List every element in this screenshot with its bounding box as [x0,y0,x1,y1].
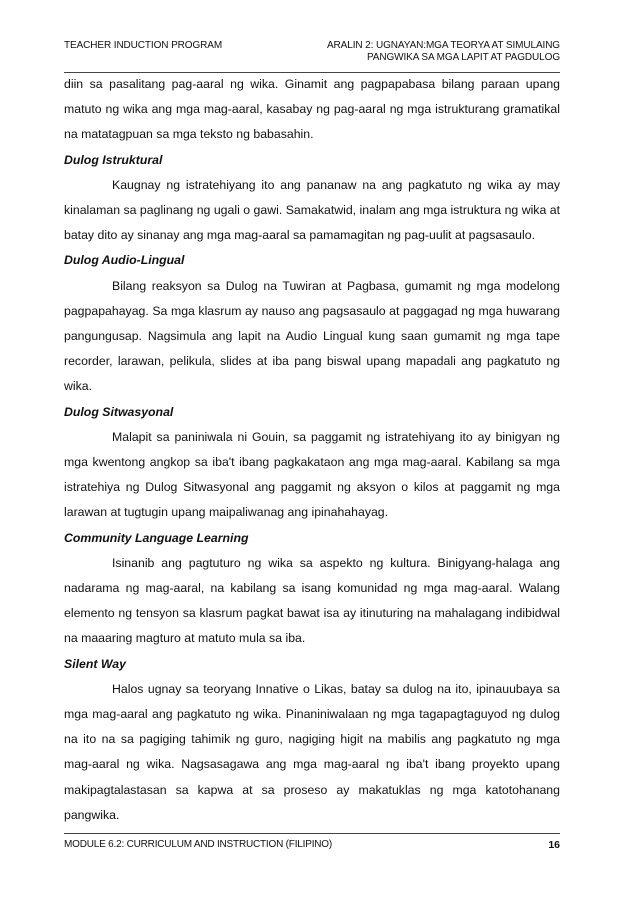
header-lesson-line1: ARALIN 2: UGNAYAN:MGA TEORYA AT SIMULAING [326,40,560,51]
header-program: TEACHER INDUCTION PROGRAM [64,40,223,51]
page-header [64,38,560,73]
section-paragraph: Isinanib ang pagtuturo ng wika sa aspekto ng kultura. Binigyang-halaga ang nadarama ng mag-aaral, na kabilang sa isang komunidad ng mga mag-aaral. Walang elemento ng tensyon sa klasrum pagkat bawat isa ay itinuturing na mahalagang indibidwal na maaaring magturo at matuto mula sa iba. [64,555,560,646]
section-paragraph: Bilang reaksyon sa Dulog na Tuwiran at Pagbasa, gumamit ng mga modelong pagpapahayag. Sa mga klasrum ay nauso ang pagsasaulo at paggagad ng mga huwarang pangungusap. Nagsimula ang lapit na Audio Lingual kung saan gumamit ng mga tape recorder, larawan, pelikula, slides at iba pang biswal upang mapadali ang pagkatuto ng wika. [64,278,560,394]
section-heading: Community Language Learning [64,530,249,545]
section-paragraph: Kaugnay ng istratehiyang ito ang pananaw na ang pagkatuto ng wika ay may kinalaman sa paglinang ng ugali o gawi. Samakatwid, inalam ang mga istruktura ng wika at batay dito ay sinanay ang mga mag-aaral sa pamamagitan ng pag-uulit at pagsasaulo. [64,177,560,243]
section-paragraph: Halos ugnay sa teoryang Innative o Likas, batay sa dulog na ito, ipinauubaya sa mga mag-aaral ang pagkatuto ng wika. Pinaniniwalaan ng mga tagapagtaguyod ng dulog na ito na sa pagiging tahimik ng guro, nagiging higit na mabilis ang pagkatuto ng mga mag-aaral ng wika. Nagsasagawa ang mga mag-aaral ng iba't ibang proyekto upang makipagtalastasan sa kapwa at sa proseso ay makatuklas ng mga katotohanang pangwika. [64,681,560,822]
intro-paragraph: diin sa pasalitang pag-aaral ng wika. Ginamit ang pagpapabasa bilang paraan upang matuto ng wika ang mga mag-aaral, kasabay ng pag-aaral ng mga istrukturang gramatikal na matatagpuan sa mga teksto ng babasahin. [64,77,560,142]
header-lesson-line2: PANGWIKA SA MGA LAPIT AT PAGDULOG [366,52,560,63]
section-heading: Dulog Istruktural [64,152,163,167]
footer-module: MODULE 6.2: CURRICULUM AND INSTRUCTION (FILIPINO) [64,839,333,850]
section-paragraph: Malapit sa paniniwala ni Gouin, sa paggamit ng istratehiyang ito ay binigyan ng mga kwentong angkop sa iba't ibang pagkakataon ang mga mag-aaral. Kabilang sa mga istratehiya ng Dulog Sitwasyonal ang paggamit ng aksyon o kilos at paggamit ng mga larawan at tugtugin upang maipaliwanag ang ipinahahayag. [64,429,560,520]
page-body [64,72,560,828]
page-number: 16 [548,839,560,851]
page-footer [64,833,560,851]
section-heading: Dulog Audio-Lingual [64,253,185,268]
section-heading: Dulog Sitwasyonal [64,404,174,419]
section-heading: Silent Way [64,656,126,671]
header-lesson [327,40,560,64]
